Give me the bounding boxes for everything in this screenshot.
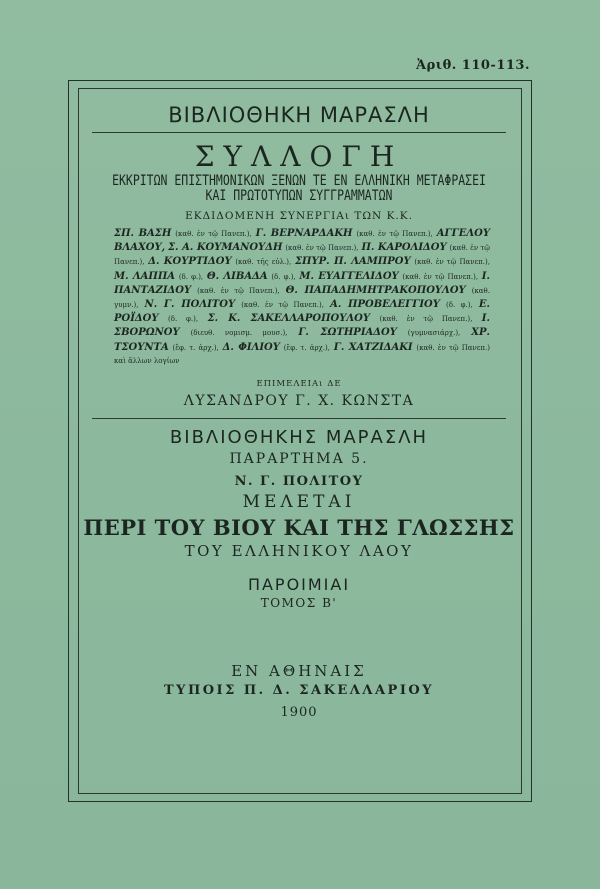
contributor-affiliation: (δ. φ.), bbox=[178, 272, 204, 281]
printer-name: ΤΥΠΟΙΣ Π. Δ. ΣΑΚΕΛΛΑΡΙΟΥ bbox=[163, 683, 435, 699]
main-title-continued: ΤΟΥ ΕΛΛΗΝΙΚΟΥ ΛΑΟΥ bbox=[184, 542, 414, 561]
contributor-affiliation: (καθ. ἐν τῷ Πανεπ.), bbox=[402, 272, 479, 281]
publication-place: ΕΝ ΑΘΗΝΑΙΣ bbox=[231, 662, 367, 681]
collection-title: ΣΥΛΛΟΓΗ bbox=[194, 140, 404, 173]
contributor-affiliation: (καθ. ἐν τῷ Πανεπ.), bbox=[356, 230, 433, 238]
contributor-name: Ι. ΣΒΟΡΩΝΟΥ bbox=[114, 313, 490, 339]
volume-title: ΠΑΡΟΙΜΙΑΙ bbox=[247, 575, 351, 595]
contributor-affiliation: (καθ. ἐν τῷ Πανεπ.), bbox=[241, 301, 324, 310]
divider bbox=[92, 418, 506, 419]
contributor-name: Γ. ΧΑΤΖΙΔΑΚΙ bbox=[333, 341, 413, 353]
series-number: Ἀριθ. 110-113. bbox=[416, 58, 530, 73]
contributor-name: ΧΡ. ΤΣΟΥΝΤΑ bbox=[114, 327, 490, 353]
title-page bbox=[80, 92, 518, 723]
contributor-name: Μ. ΛΑΠΠΑ bbox=[114, 270, 176, 282]
publication-year: 1900 bbox=[280, 705, 318, 721]
contributor-name: Ε. ΡΟΪΔΟΥ bbox=[114, 299, 490, 325]
contributor-name: Θ. ΠΑΠΑΔΗΜΗΤΡΑΚΟΠΟΥΛΟΥ bbox=[285, 284, 466, 296]
contributor-affiliation: (δ. φ.), bbox=[446, 301, 473, 310]
contributor-affiliation: (καθ. ἐν τῷ Πανεπ.), bbox=[197, 286, 280, 295]
contributor-name: Θ. ΛΙΒΑΔΑ bbox=[206, 270, 268, 282]
contributor-affiliation: (καθ. ἐν τῷ Πανεπ.), bbox=[175, 230, 252, 238]
contributor-affiliation: (καθ. τῆς εὐλ.), bbox=[235, 258, 292, 267]
contributor-affiliation: (ἔφ. τ. ἀρχ.), bbox=[172, 343, 219, 352]
subtitle-line-2: ΚΑΙ ΠΡΩΤΟΤΥΠΩΝ ΣΥΓΓΡΑΜΜΑΤΩΝ bbox=[205, 186, 393, 204]
contributor-affiliation: (καθ. ἐν τῷ Πανεπ.), bbox=[379, 315, 473, 324]
contributor-affiliation: (δ. φ.), bbox=[271, 272, 296, 281]
contributor-name: Δ. ΚΟΥΡΤΙΔΟΥ bbox=[148, 256, 232, 268]
contributor-name: Σ. Κ. ΣΑΚΕΛΛΑΡΟΠΟΥΛΟΥ bbox=[207, 313, 371, 325]
contributor-affiliation: (γυμνασιάρχ.), bbox=[407, 329, 461, 338]
volume-number: ΤΟΜΟΣ Β' bbox=[260, 596, 338, 611]
contributor-name: Α. ΠΡΟΒΕΛΕΓΓΙΟΥ bbox=[330, 299, 440, 311]
contributor-name: Π. ΚΑΡΟΛΙΔΟΥ bbox=[361, 242, 447, 254]
editor-name: ΛΥΣΑΝΔΡΟΥ Γ. Χ. ΚΩΝΣΤΑ bbox=[183, 393, 415, 410]
divider bbox=[92, 132, 506, 133]
contributor-affiliation: (καθ. ἐν τῷ Πανεπ.), bbox=[414, 258, 490, 267]
main-title: ΠΕΡΙ ΤΟΥ ΒΙΟΥ ΚΑΙ ΤΗΣ ΓΛΩΣΣΗΣ bbox=[83, 515, 515, 541]
contributor-affiliation: (δ. φ.), bbox=[168, 315, 199, 324]
author-name: Ν. Γ. ΠΟΛΙΤΟΥ bbox=[234, 474, 364, 490]
contributor-affiliation: (καθ. ἐν τῷ Πανεπ.) καὶ ἄλλων λογίων bbox=[114, 343, 490, 365]
contributor-name: Ι. ΠΑΝΤΑΖΙΔΟΥ bbox=[114, 270, 490, 296]
contributor-name: Γ. ΣΩΤΗΡΙΑΔΟΥ bbox=[298, 327, 397, 339]
contributors-list bbox=[114, 227, 490, 368]
contributor-name: ΑΓΓΕΛΟΥ ΒΛΑΧΟΥ, bbox=[114, 228, 490, 254]
contributor-affiliation: (καθ. γυμν.), bbox=[114, 286, 490, 310]
work-kind: ΜΕΛΕΤΑΙ bbox=[242, 492, 356, 513]
contributor-affiliation: (καθ. ἐν τῷ Πανεπ.), bbox=[285, 244, 359, 253]
contributor-name: ΣΠΥΡ. Π. ΛΑΜΠΡΟΥ bbox=[294, 256, 411, 268]
contributor-affiliation: (διευθ. νομισμ. μουσ.), bbox=[190, 329, 288, 338]
contributor-name: Γ. ΒΕΡΝΑΡΔΑΚΗ bbox=[255, 228, 353, 239]
contributor-name: Μ. ΕΥΑΓΓΕΛΙΔΟΥ bbox=[299, 270, 399, 282]
library-name: ΒΙΒΛΙΟΘΗΚΗΣ ΜΑΡΑΣΛΗ bbox=[169, 427, 429, 449]
contributor-name: Δ. ΦΙΛΙΟΥ bbox=[222, 341, 280, 353]
appendix-label: ΠΑΡΑΡΤΗΜΑ 5. bbox=[229, 451, 369, 468]
contributor-name: Σ. Α. ΚΟΥΜΑΝΟΥΔΗ bbox=[167, 242, 283, 254]
contributor-affiliation: (ἔφ. τ. ἀρχ.), bbox=[283, 343, 330, 352]
subtitle-line-1: ΕΚΚΡΙΤΩΝ ΕΠΙΣΤΗΜΟΝΙΚΩΝ ΞΕΝΩΝ ΤΕ ΕΝ ΕΛΛΗΝΙΚΗ ΜΕΤΑΦΡΑΣΕΙ bbox=[112, 171, 486, 189]
contributor-name: Ν. Γ. ΠΟΛΙΤΟΥ bbox=[144, 299, 236, 311]
contributor-name: ΣΠ. ΒΑΣΗ bbox=[114, 228, 172, 239]
contributor-affiliation: (καθ. ἐν τῷ Πανεπ.), bbox=[114, 244, 490, 267]
series-title: ΒΙΒΛΙΟΘΗΚΗ ΜΑΡΑΣΛΗ bbox=[168, 103, 430, 127]
editor-label: ΕΠΙΜΕΛΕΙΑι ΔΕ bbox=[256, 379, 342, 390]
publisher-line: ΕΚΔΙΔΟΜΕΝΗ ΣΥΝΕΡΓΙΑι ΤΩΝ Κ.Κ. bbox=[185, 210, 413, 222]
